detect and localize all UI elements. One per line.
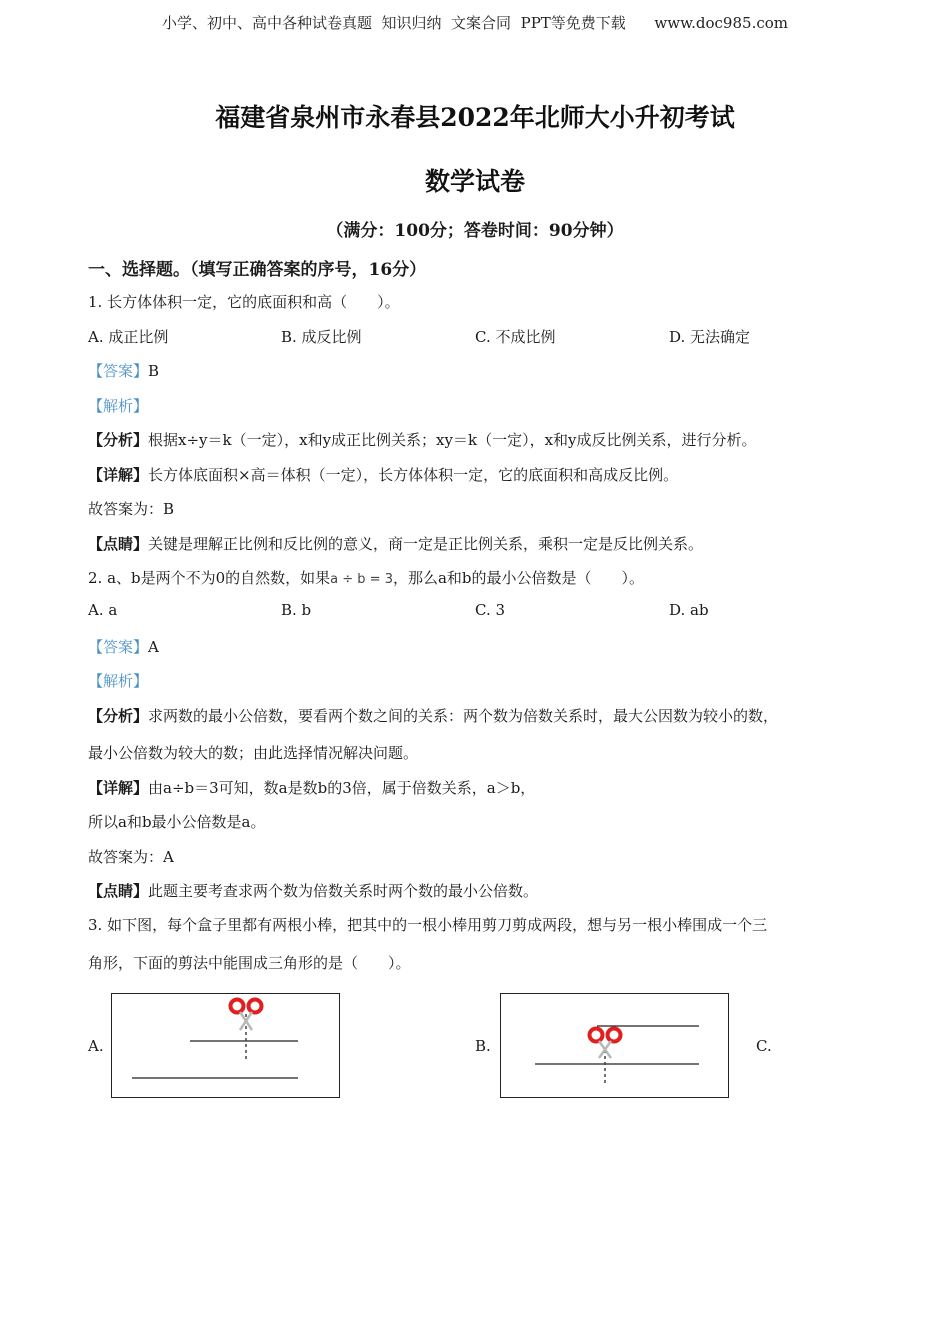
q1-stem: 1. 长方体体积一定，它的底面积和高（ ）。 [88, 293, 400, 311]
q2-option-a: A. a [88, 601, 118, 619]
q2-answer-line [88, 636, 159, 657]
q1-dianjing-line [88, 533, 703, 554]
q3-figure-a [111, 993, 340, 1098]
q1-option-d: D. 无法确定 [669, 328, 751, 346]
q2-fenxi-2: 最小公倍数为较大的数；由此选择情况解决问题。 [88, 744, 419, 762]
q2-answer-tag: 【答案】 [88, 638, 149, 656]
section-heading: 一、选择题。（填写正确答案的序号，16分） [88, 260, 427, 280]
q3-figure-b-drawing [501, 994, 727, 1096]
exam-subject-title: 数学试卷 [424, 167, 525, 196]
q2-option-c: C. 3 [475, 601, 506, 619]
q2-stem [88, 567, 644, 588]
q3-stem-1: 3. 如下图，每个盒子里都有两根小棒，把其中的一根小棒用剪刀剪成两段，想与另一根小棒围成一个三 [88, 916, 768, 934]
q1-answer: B [148, 362, 160, 380]
q2-xiangjie-line [88, 777, 535, 798]
scissors-icon [590, 1029, 621, 1059]
q1-analysis-line [88, 395, 148, 416]
q3-figure-label-c: C. [756, 1037, 772, 1055]
q1-fenxi-line [88, 429, 757, 450]
q1-xiangjie-line [88, 464, 678, 485]
q3-figure-label-a: A. [88, 1037, 104, 1055]
q1-dianjing-tag: 【点睛】 [88, 535, 149, 553]
q2-dianjing-line [88, 880, 538, 901]
q2-analysis-line [88, 670, 148, 691]
q1-option-c: C. 不成比例 [475, 328, 556, 346]
q1-analysis-tag: 【解析】 [88, 397, 149, 415]
q1-option-b: B. 成反比例 [281, 328, 362, 346]
q2-stem-part1: 2. a、b是两个不为0的自然数，如果 [88, 569, 331, 587]
q1-conclusion: 故答案为：B [88, 500, 175, 518]
q1-fenxi-tag: 【分析】 [88, 431, 149, 449]
q2-option-d: D. ab [669, 601, 709, 619]
q1-option-a: A. 成正比例 [88, 328, 169, 346]
exam-title: 福建省泉州市永春县2022年北师大小升初考试 [215, 103, 735, 132]
q1-answer-line [88, 360, 159, 381]
q3-figure-b [500, 993, 729, 1098]
q1-xiangjie: 长方体底面积×高＝体积（一定），长方体体积一定，它的底面积和高成反比例。 [148, 466, 679, 484]
q2-dianjing: 此题主要考查求两个数为倍数关系时两个数的最小公倍数。 [148, 882, 539, 900]
q2-fenxi-1: 求两数的最小公倍数，要看两个数之间的关系：两个数为倍数关系时，最大公因数为较小的数， [148, 707, 779, 725]
site-header: 小学、初中、高中各种试卷真题 知识归纳 文案合同 PPT等免费下载 www.doc985.com [161, 14, 788, 32]
q3-figure-label-b: B. [475, 1037, 491, 1055]
q2-answer: A [148, 638, 159, 656]
q3-stem-2: 角形，下面的剪法中能围成三角形的是（ ）。 [88, 954, 411, 972]
q2-stem-part2: ，那么a和b的最小公倍数是（ ）。 [392, 569, 645, 587]
q1-dianjing: 关键是理解正比例和反比例的意义，商一定是正比例关系，乘积一定是反比例关系。 [148, 535, 704, 553]
q2-xiangjie-2: 所以a和b最小公倍数是a。 [88, 813, 266, 831]
q2-analysis-tag: 【解析】 [88, 672, 149, 690]
q2-formula: a ÷ b = 3 [330, 572, 393, 587]
q2-option-b: B. b [281, 601, 312, 619]
q2-fenxi-line [88, 705, 778, 726]
q1-xiangjie-tag: 【详解】 [88, 466, 149, 484]
q3-figure-a-drawing [112, 994, 338, 1096]
q2-xiangjie-tag: 【详解】 [88, 779, 149, 797]
q2-dianjing-tag: 【点睛】 [88, 882, 149, 900]
exam-info: （满分：100分；答卷时间：90分钟） [326, 221, 624, 241]
q2-fenxi-tag: 【分析】 [88, 707, 149, 725]
q2-xiangjie-1: 由a÷b＝3可知，数a是数b的3倍，属于倍数关系，a＞b， [148, 779, 536, 797]
q1-answer-tag: 【答案】 [88, 362, 149, 380]
q2-conclusion: 故答案为：A [88, 848, 174, 866]
q1-fenxi: 根据x÷y＝k（一定），x和y成正比例关系；xy＝k（一定），x和y成反比例关系，进行分析。 [148, 431, 757, 449]
